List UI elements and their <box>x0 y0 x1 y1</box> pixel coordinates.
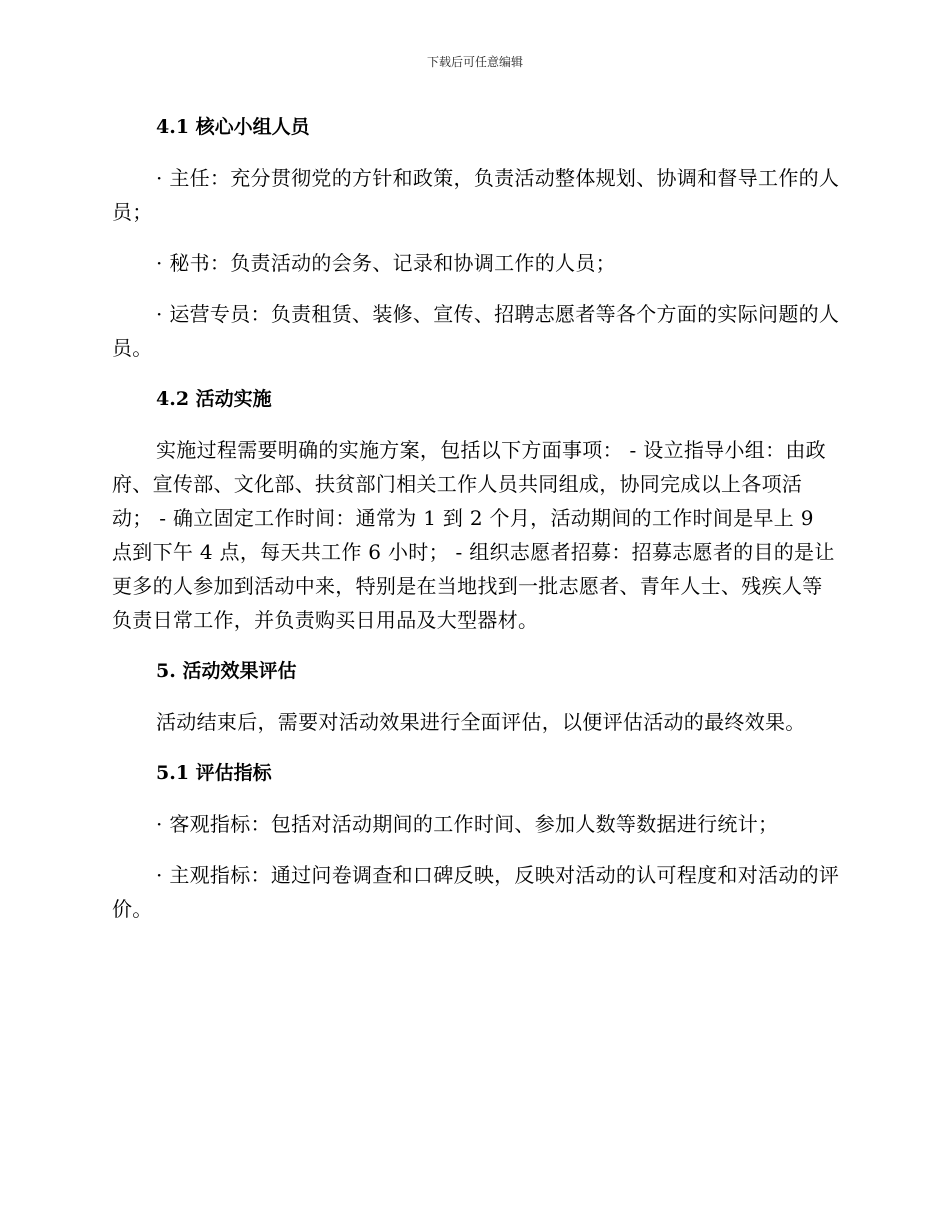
paragraph-director: · 主任：充分贯彻党的方针和政策，负责活动整体规划、协调和督导工作的人员； <box>112 166 840 224</box>
paragraph-evaluation: 活动结束后，需要对活动效果进行全面评估，以便评估活动的最终效果。 <box>156 710 806 734</box>
section-heading-4-1: 4.1 核心小组人员 <box>156 116 310 138</box>
paragraph-secretary: · 秘书：负责活动的会务、记录和协调工作的人员； <box>156 251 616 275</box>
paragraph-objective-indicators: · 客观指标：包括对活动期间的工作时间、参加人数等数据进行统计； <box>156 812 779 836</box>
document-body <box>112 110 840 943</box>
section-heading-5-1: 5.1 评估指标 <box>156 762 272 784</box>
paragraph-operations: · 运营专员：负责租赁、装修、宣传、招聘志愿者等各个方面的实际问题的人员。 <box>112 302 840 360</box>
paragraph-implementation: 实施过程需要明确的实施方案，包括以下方面事项： - 设立指导小组：由政府、宣传部、文化部、扶贫部门相关工作人员共同组成，协同完成以上各项活动； - 确立固定工作时间：通常为 1 到 2 个月，活动期间的工作时间是早上 9 点到下午 4 点，每天共工作 6 小时； - 组织志愿者招募：招募志愿者的目的是让更多的人参加到活动中来，特别是在当地找到一批志愿者、青年人士、残疾人等负责日常工作，并负责购买日用品及大型器材。 <box>112 438 835 632</box>
section-heading-5: 5. 活动效果评估 <box>156 660 297 682</box>
paragraph-subjective-indicators: · 主观指标：通过问卷调查和口碑反映，反映对活动的认可程度和对活动的评价。 <box>112 863 840 921</box>
section-heading-4-2: 4.2 活动实施 <box>156 388 272 410</box>
header-note: 下载后可任意编辑 <box>426 55 523 69</box>
